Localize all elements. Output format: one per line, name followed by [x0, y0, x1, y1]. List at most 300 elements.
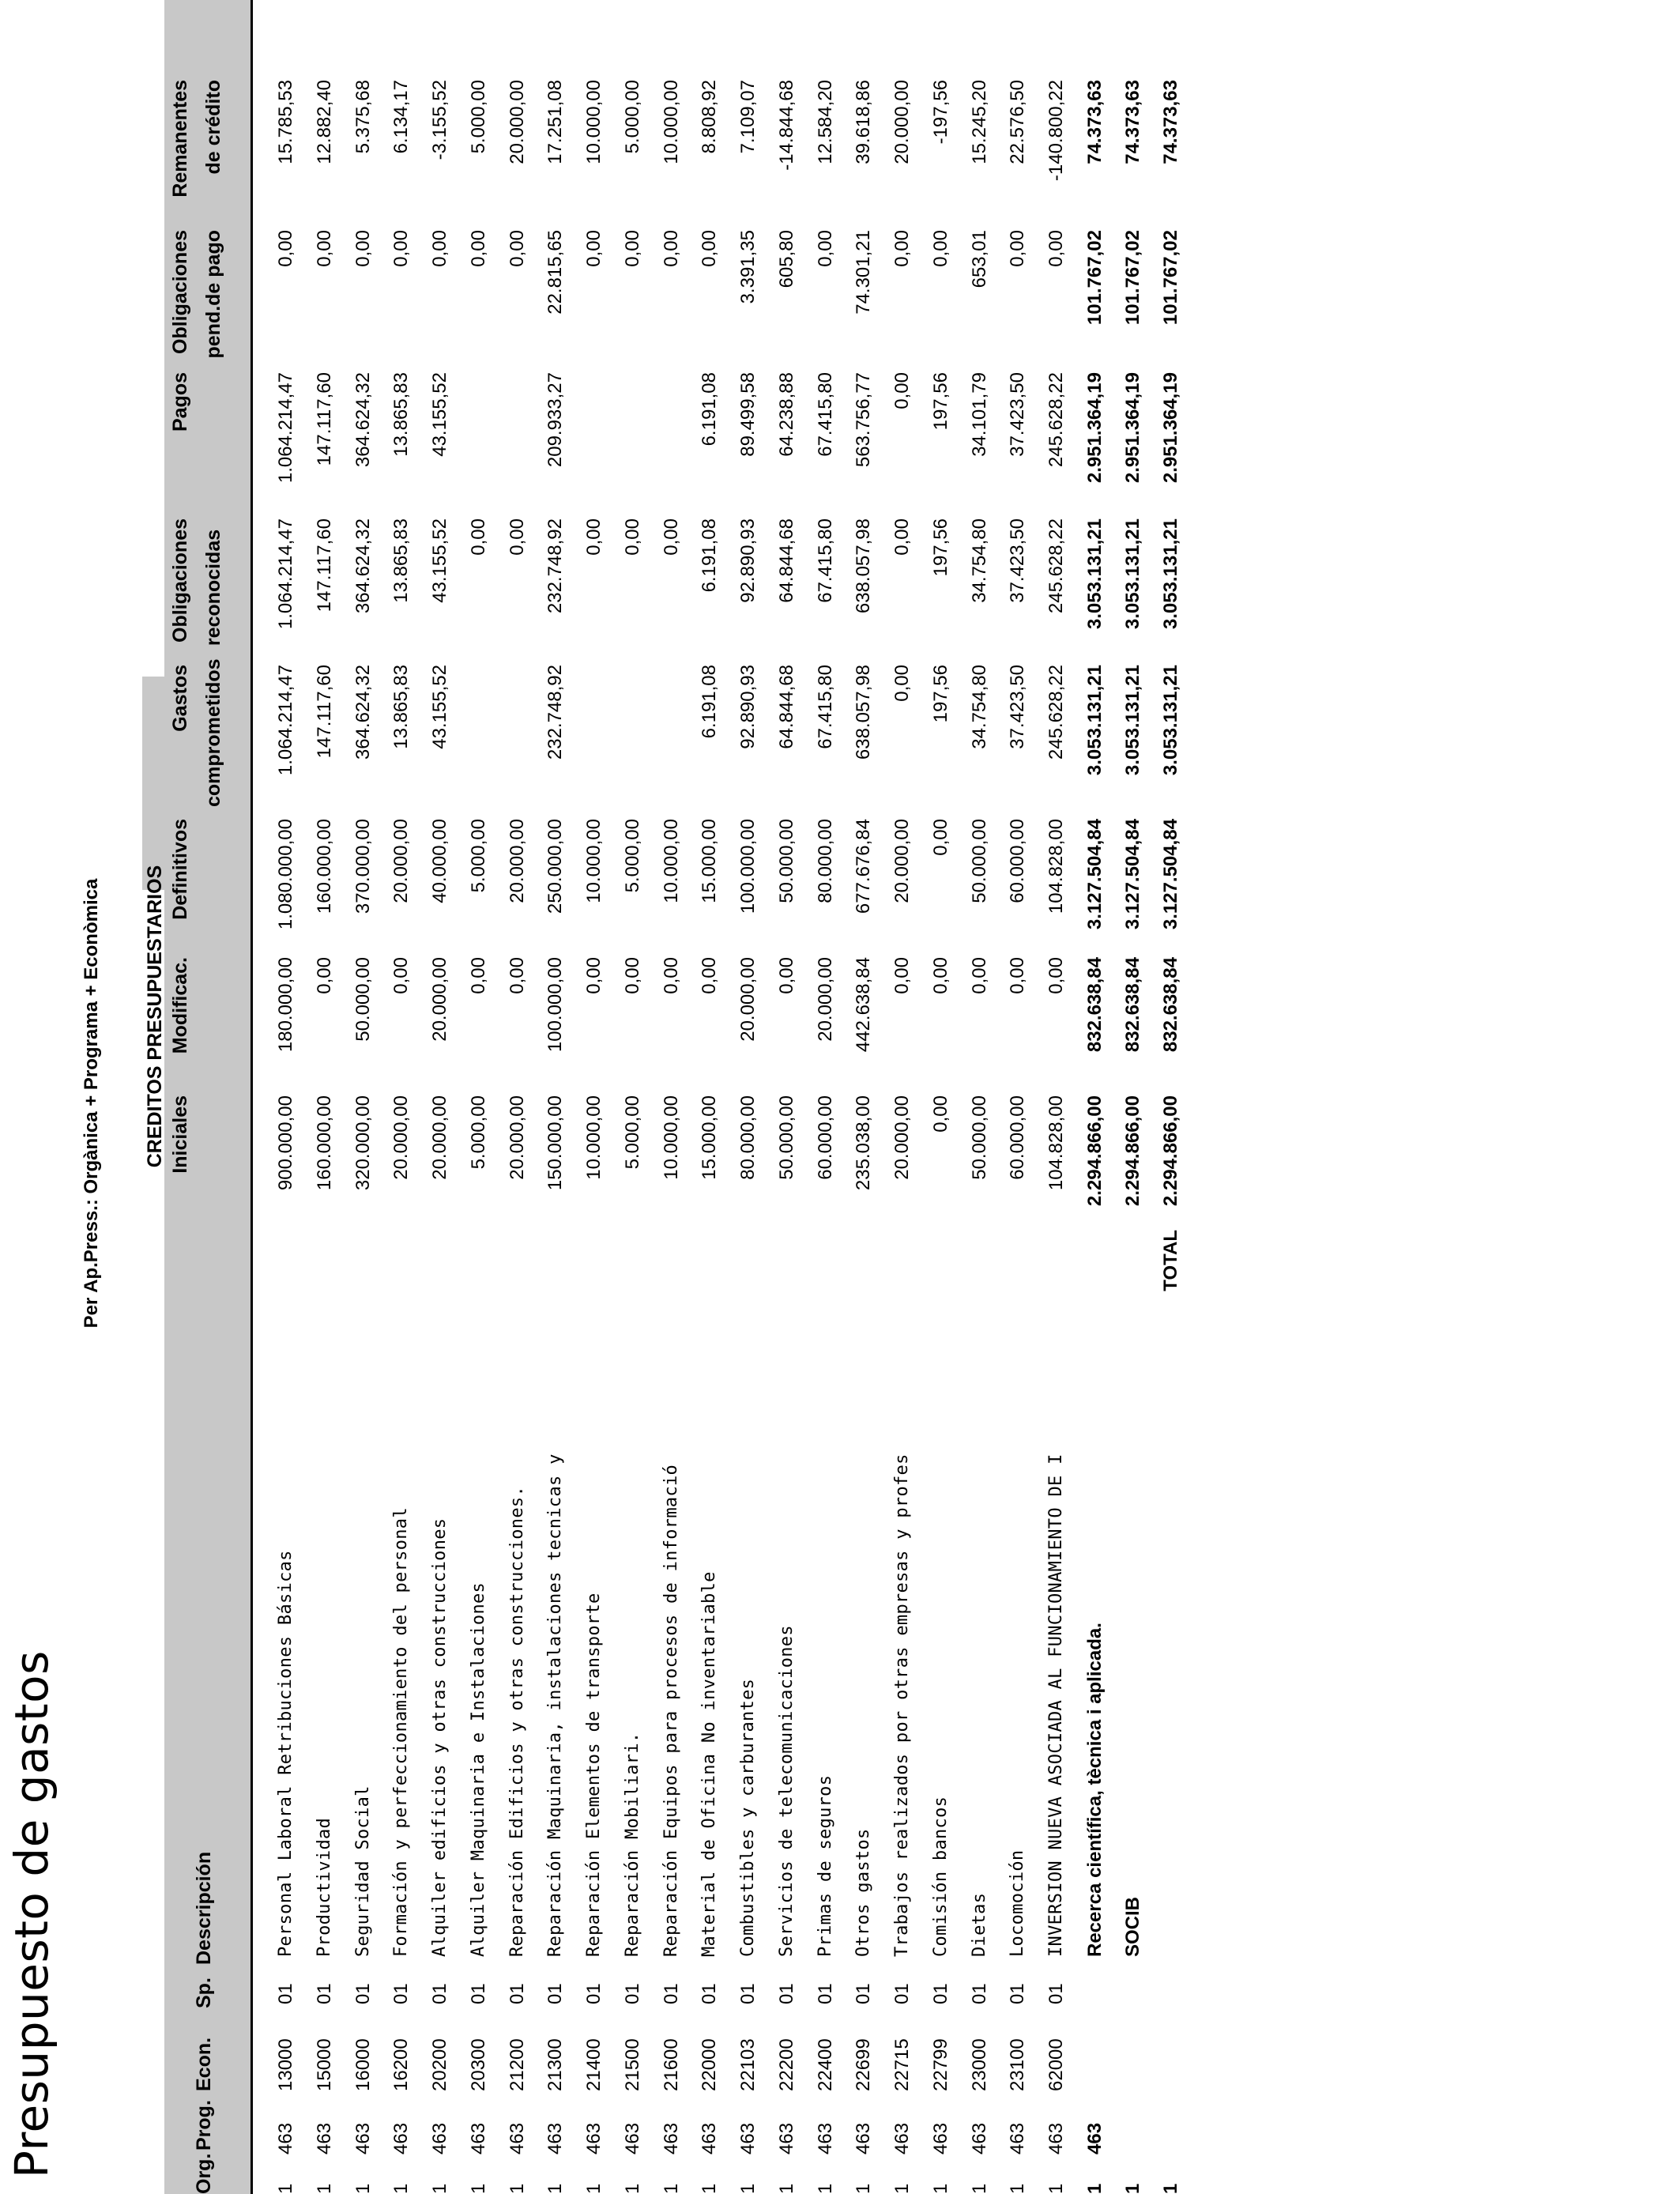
header-rule — [250, 0, 253, 2194]
cell-mod: 0,00 — [775, 957, 797, 994]
cell-pag: 245.628,22 — [1045, 372, 1067, 468]
table-row — [922, 0, 960, 2194]
total-row — [1152, 0, 1190, 2194]
cell-org: 1 — [929, 2183, 951, 2194]
cell-rem: 5.000,00 — [467, 80, 489, 154]
table-row — [421, 0, 459, 2194]
cell-opp: 0,00 — [814, 230, 836, 267]
cell-prog: 463 — [390, 2122, 412, 2154]
cell-prog: 463 — [313, 2122, 335, 2154]
cell-def: 10.000,00 — [583, 819, 605, 903]
cell-mod: 0,00 — [660, 957, 682, 994]
cell-econ: 21200 — [506, 2038, 528, 2091]
subtotal-org: 1 — [1084, 2183, 1106, 2194]
cell-ini: 235.038,00 — [853, 1095, 875, 1191]
cell-gas: 64.844,68 — [775, 665, 797, 749]
cell-sp: 01 — [1045, 1983, 1067, 2004]
cell-def: 104.828,00 — [1045, 819, 1067, 914]
table-row — [729, 0, 767, 2194]
cell-econ: 23100 — [1007, 2038, 1029, 2091]
cell-obr: 0,00 — [467, 518, 489, 556]
cell-rem: 15.785,53 — [275, 80, 296, 164]
subtotal-definitivos: 3.127.504,84 — [1084, 819, 1106, 930]
cell-opp: 605,80 — [775, 230, 797, 288]
header-prog: Prog. — [193, 2100, 215, 2151]
table-row — [382, 0, 420, 2194]
cell-obr: 245.628,22 — [1045, 518, 1067, 614]
header-iniciales: Iniciales — [169, 1095, 191, 1174]
cell-opp: 3.391,35 — [737, 230, 759, 304]
cell-org: 1 — [1045, 2183, 1067, 2194]
cell-desc: Formación y perfeccionamiento del personal — [391, 1507, 412, 1957]
cell-econ: 21400 — [583, 2038, 605, 2091]
cell-prog: 463 — [467, 2122, 489, 2154]
cell-gas: 638.057,98 — [853, 665, 875, 760]
cell-gas: 34.754,80 — [968, 665, 990, 749]
cell-ini: 15.000,00 — [699, 1095, 721, 1180]
cell-prog: 463 — [891, 2122, 913, 2154]
cell-econ: 22715 — [891, 2038, 913, 2091]
cell-opp: 22.815,65 — [544, 230, 567, 315]
cell-gas: 37.423,50 — [1007, 665, 1029, 749]
table-row — [807, 0, 845, 2194]
cell-org: 1 — [814, 2183, 836, 2194]
cell-rem: 7.109,07 — [737, 80, 759, 154]
cell-econ: 15000 — [313, 2038, 335, 2091]
header-remanentes: Remanentes — [169, 80, 191, 198]
cell-rem: 12.882,40 — [313, 80, 335, 164]
cell-org: 1 — [275, 2183, 296, 2194]
page-title: Presupuesto de gastos — [5, 1650, 58, 2178]
cell-pag: 6.191,08 — [699, 372, 721, 447]
cell-rem: 20.000,00 — [506, 80, 528, 164]
cell-rem: -3.155,52 — [429, 80, 450, 160]
header-sp: Sp. — [193, 1977, 215, 2008]
cell-gas: 245.628,22 — [1045, 665, 1067, 760]
org-subtotal-gastos: 3.053.131,21 — [1122, 665, 1143, 776]
cell-obr: 92.890,93 — [737, 518, 759, 603]
cell-mod: 0,00 — [968, 957, 990, 994]
org-subtotal-pagos: 2.951.364,19 — [1122, 372, 1143, 484]
cell-prog: 463 — [544, 2122, 567, 2154]
org-subtotal-remanentes: 74.373,63 — [1122, 80, 1143, 164]
cell-mod: 0,00 — [467, 957, 489, 994]
cell-econ: 20300 — [467, 2038, 489, 2091]
cell-mod: 0,00 — [621, 957, 643, 994]
cell-prog: 463 — [775, 2122, 797, 2154]
cell-ini: 80.000,00 — [737, 1095, 759, 1180]
cell-desc: Servicios de telecomunicaciones — [776, 1625, 797, 1957]
cell-mod: 0,00 — [1007, 957, 1029, 994]
table-row — [575, 0, 613, 2194]
cell-mod: 0,00 — [929, 957, 951, 994]
cell-org: 1 — [467, 2183, 489, 2194]
cell-desc: Material de Oficina No inventariable — [699, 1571, 720, 1957]
cell-sp: 01 — [506, 1983, 528, 2004]
cell-obr: 197,56 — [929, 518, 951, 577]
cell-sp: 01 — [275, 1983, 296, 2004]
cell-desc: Reparación Maquinaria, instalaciones tecnicas y — [545, 1453, 566, 1957]
cell-def: 20.000,00 — [506, 819, 528, 903]
cell-sp: 01 — [390, 1983, 412, 2004]
cell-desc: Productividad — [314, 1817, 334, 1957]
cell-sp: 01 — [660, 1983, 682, 2004]
table-row — [537, 0, 574, 2194]
cell-sp: 01 — [467, 1983, 489, 2004]
cell-obr: 0,00 — [506, 518, 528, 556]
cell-mod: 0,00 — [390, 957, 412, 994]
cell-pag: 0,00 — [891, 372, 913, 409]
total-definitivos: 3.127.504,84 — [1160, 819, 1181, 930]
cell-def: 677.676,84 — [853, 819, 875, 914]
header-reconocidas: reconocidas — [202, 529, 224, 647]
cell-desc: Trabajos realizados por otras empresas y profes — [892, 1453, 912, 1957]
cell-obr: 13.865,83 — [390, 518, 412, 603]
cell-mod: 50.000,00 — [352, 957, 374, 1042]
cell-desc: Primas de seguros — [815, 1774, 835, 1957]
cell-desc: Reparación Edificios y otras construcciones. — [507, 1486, 527, 1957]
cell-mod: 0,00 — [891, 957, 913, 994]
cell-pag: 64.238,88 — [775, 372, 797, 457]
cell-prog: 463 — [968, 2122, 990, 2154]
cell-obr: 147.117,60 — [313, 518, 335, 613]
cell-def: 370.000,00 — [352, 819, 374, 914]
header-descripcion: Descripción — [193, 1851, 215, 1965]
cell-econ: 16000 — [352, 2038, 374, 2091]
cell-desc: Locomoción — [1008, 1849, 1028, 1957]
cell-obr: 0,00 — [583, 518, 605, 556]
table-row — [691, 0, 729, 2194]
cell-econ: 62000 — [1045, 2038, 1067, 2091]
cell-prog: 463 — [621, 2122, 643, 2154]
cell-gas: 6.191,08 — [699, 665, 721, 739]
cell-prog: 463 — [506, 2122, 528, 2154]
cell-def: 15.000,00 — [699, 819, 721, 903]
cell-gas: 1.064.214,47 — [275, 665, 296, 776]
cell-sp: 01 — [814, 1983, 836, 2004]
cell-def: 50.000,00 — [968, 819, 990, 903]
cell-pag — [614, 372, 652, 511]
cell-pag: 37.423,50 — [1007, 372, 1029, 457]
cell-prog: 463 — [1045, 2122, 1067, 2154]
cell-def: 160.000,00 — [313, 819, 335, 914]
cell-def: 5.000,00 — [621, 819, 643, 893]
cell-ini: 150.000,00 — [544, 1095, 567, 1191]
cell-desc: Reparación Mobiliari. — [622, 1732, 642, 1957]
total-obligaciones: 3.053.131,21 — [1160, 518, 1181, 630]
cell-org: 1 — [506, 2183, 528, 2194]
header-obligaciones-pendientes: Obligaciones — [169, 230, 191, 354]
total-org: 1 — [1160, 2183, 1181, 2194]
cell-pag — [575, 372, 613, 511]
cell-pag — [499, 372, 537, 511]
cell-prog: 463 — [275, 2122, 296, 2154]
header-pend-de-pago: pend.de pago — [202, 230, 224, 359]
cell-mod: 20.000,00 — [814, 957, 836, 1042]
cell-sp: 01 — [737, 1983, 759, 2004]
cell-gas: 92.890,93 — [737, 665, 759, 749]
cell-mod: 20.000,00 — [429, 957, 450, 1042]
cell-pag — [460, 372, 498, 511]
cell-pag — [653, 372, 691, 511]
cell-prog: 463 — [583, 2122, 605, 2154]
cell-sp: 01 — [699, 1983, 721, 2004]
cell-def: 20.000,00 — [891, 819, 913, 903]
cell-opp: 0,00 — [429, 230, 450, 267]
header-obligaciones-reconocidas: Obligaciones — [169, 518, 191, 643]
cell-econ: 22400 — [814, 2038, 836, 2091]
cell-econ: 22799 — [929, 2038, 951, 2091]
cell-def: 5.000,00 — [467, 819, 489, 893]
cell-org: 1 — [1007, 2183, 1029, 2194]
org-subtotal-iniciales: 2.294.866,00 — [1122, 1095, 1143, 1207]
cell-sp: 01 — [583, 1983, 605, 2004]
total-gastos: 3.053.131,21 — [1160, 665, 1181, 776]
subtotal-obligaciones: 3.053.131,21 — [1084, 518, 1106, 630]
cell-desc: Alquiler Maquinaria e Instalaciones — [468, 1581, 488, 1957]
subtotal-row-organization — [1114, 0, 1152, 2194]
cell-org: 1 — [699, 2183, 721, 2194]
org-subtotal-description: SOCIB — [1122, 1896, 1143, 1957]
cell-ini: 10.000,00 — [660, 1095, 682, 1180]
table-row — [267, 0, 305, 2194]
cell-mod: 442.638,84 — [853, 957, 875, 1053]
cell-desc: Dietas — [969, 1892, 989, 1957]
cell-org: 1 — [660, 2183, 682, 2194]
cell-ini: 50.000,00 — [775, 1095, 797, 1180]
cell-obr: 0,00 — [621, 518, 643, 556]
cell-ini: 20.000,00 — [891, 1095, 913, 1180]
cell-mod: 100.000,00 — [544, 957, 567, 1053]
cell-opp: 0,00 — [891, 230, 913, 267]
cell-pag: 67.415,80 — [814, 372, 836, 457]
cell-opp: 0,00 — [621, 230, 643, 267]
cell-sp: 01 — [352, 1983, 374, 2004]
cell-opp: 0,00 — [506, 230, 528, 267]
cell-obr: 0,00 — [891, 518, 913, 556]
cell-obr: 34.754,80 — [968, 518, 990, 603]
cell-opp: 0,00 — [1007, 230, 1029, 267]
cell-pag: 147.117,60 — [313, 372, 335, 466]
cell-rem: 20.000,00 — [891, 80, 913, 164]
cell-ini: 60.000,00 — [1007, 1095, 1029, 1180]
cell-obr: 364.624,32 — [352, 518, 374, 614]
org-subtotal-modificaciones: 832.638,84 — [1122, 957, 1143, 1053]
cell-pag: 13.865,83 — [390, 372, 412, 457]
cell-prog: 463 — [699, 2122, 721, 2154]
cell-obr: 638.057,98 — [853, 518, 875, 614]
total-remanentes: 74.373,63 — [1160, 80, 1181, 164]
cell-def: 1.080.000,00 — [275, 819, 296, 930]
cell-desc: Comisión bancos — [930, 1796, 951, 1957]
cell-def: 80.000,00 — [814, 819, 836, 903]
cell-ini: 60.000,00 — [814, 1095, 836, 1180]
cell-def: 40.000,00 — [429, 819, 450, 903]
cell-gas: 364.624,32 — [352, 665, 374, 760]
cell-pag: 364.624,32 — [352, 372, 374, 468]
cell-org: 1 — [775, 2183, 797, 2194]
cell-ini: 5.000,00 — [621, 1095, 643, 1170]
cell-opp: 0,00 — [313, 230, 335, 267]
cell-def: 60.000,00 — [1007, 819, 1029, 903]
cell-gas: 147.117,60 — [313, 665, 335, 759]
cell-econ: 21500 — [621, 2038, 643, 2091]
cell-obr: 67.415,80 — [814, 518, 836, 603]
cell-obr: 64.844,68 — [775, 518, 797, 603]
cell-mod: 0,00 — [583, 957, 605, 994]
cell-rem: 12.584,20 — [814, 80, 836, 164]
header-de-credito: de crédito — [202, 80, 224, 175]
cell-ini: 5.000,00 — [467, 1095, 489, 1170]
cell-prog: 463 — [929, 2122, 951, 2154]
cell-sp: 01 — [775, 1983, 797, 2004]
cell-desc: Seguridad Social — [352, 1785, 373, 1957]
cell-rem: -140.800,22 — [1045, 80, 1067, 182]
subtotal-pagos: 2.951.364,19 — [1084, 372, 1106, 484]
table-row — [845, 0, 883, 2194]
subtotal-iniciales: 2.294.866,00 — [1084, 1095, 1106, 1207]
cell-opp: 0,00 — [1045, 230, 1067, 267]
table-row — [499, 0, 537, 2194]
cell-sp: 01 — [929, 1983, 951, 2004]
total-iniciales: 2.294.866,00 — [1160, 1095, 1181, 1207]
cell-def: 20.000,00 — [390, 819, 412, 903]
cell-econ: 20200 — [429, 2038, 450, 2091]
cell-gas — [575, 665, 613, 807]
header-comprometidos: comprometidos — [202, 658, 224, 807]
subtotal-prog: 463 — [1084, 2122, 1106, 2154]
cell-ini: 104.828,00 — [1045, 1095, 1067, 1191]
cell-econ: 22103 — [737, 2038, 759, 2091]
cell-econ: 23000 — [968, 2038, 990, 2091]
org-subtotal-definitivos: 3.127.504,84 — [1122, 819, 1143, 930]
cell-ini: 20.000,00 — [429, 1095, 450, 1180]
table-row — [768, 0, 806, 2194]
header-definitivos: Definitivos — [169, 819, 191, 920]
cell-sp: 01 — [621, 1983, 643, 2004]
table-row — [460, 0, 498, 2194]
cell-gas: 0,00 — [891, 665, 913, 702]
cell-prog: 463 — [1007, 2122, 1029, 2154]
cell-org: 1 — [853, 2183, 875, 2194]
cell-opp: 0,00 — [699, 230, 721, 267]
cell-desc: INVERSION NUEVA ASOCIADA AL FUNCIONAMIENTO DE I — [1046, 1453, 1066, 1957]
cell-obr: 37.423,50 — [1007, 518, 1029, 603]
header-org: Org. — [193, 2153, 215, 2194]
cell-econ: 16200 — [390, 2038, 412, 2091]
cell-org: 1 — [429, 2183, 450, 2194]
cell-prog: 463 — [853, 2122, 875, 2154]
cell-mod: 0,00 — [506, 957, 528, 994]
cell-sp: 01 — [968, 1983, 990, 2004]
cell-obr: 232.748,92 — [544, 518, 567, 614]
cell-gas — [614, 665, 652, 807]
cell-ini: 320.000,00 — [352, 1095, 374, 1191]
header-creditos-presupuestarios: CREDITOS PRESUPUESTARIOS — [144, 865, 166, 1168]
cell-econ: 22200 — [775, 2038, 797, 2091]
cell-org: 1 — [891, 2183, 913, 2194]
cell-opp: 0,00 — [467, 230, 489, 267]
cell-opp: 0,00 — [275, 230, 296, 267]
cell-ini: 900.000,00 — [275, 1095, 296, 1191]
cell-opp: 74.301,21 — [853, 230, 875, 315]
cell-prog: 463 — [352, 2122, 374, 2154]
cell-opp: 0,00 — [352, 230, 374, 267]
cell-sp: 01 — [429, 1983, 450, 2004]
total-pagos: 2.951.364,19 — [1160, 372, 1181, 484]
cell-opp: 0,00 — [583, 230, 605, 267]
cell-pag: 197,56 — [929, 372, 951, 431]
cell-econ: 13000 — [275, 2038, 296, 2091]
cell-rem: 39.618,86 — [853, 80, 875, 164]
table-row — [883, 0, 921, 2194]
cell-rem: 6.134,17 — [390, 80, 412, 154]
cell-desc: Alquiler edificios y otras construcciones — [430, 1517, 450, 1957]
cell-org: 1 — [621, 2183, 643, 2194]
cell-org: 1 — [968, 2183, 990, 2194]
total-modificaciones: 832.638,84 — [1160, 957, 1181, 1053]
cell-desc: Reparación Elementos de transporte — [584, 1593, 604, 1957]
cell-prog: 463 — [429, 2122, 450, 2154]
subtotal-pendientes: 101.767,02 — [1084, 230, 1106, 326]
cell-pag: 563.756,77 — [853, 372, 875, 468]
cell-opp: 653,01 — [968, 230, 990, 288]
cell-sp: 01 — [853, 1983, 875, 2004]
cell-econ: 22699 — [853, 2038, 875, 2091]
cell-obr: 43.155,52 — [429, 518, 450, 603]
cell-pag: 209.933,27 — [544, 372, 567, 468]
table-row — [306, 0, 344, 2194]
table-row — [345, 0, 382, 2194]
cell-desc: Reparación Equipos para procesos de informació — [661, 1464, 681, 1957]
cell-org: 1 — [544, 2183, 567, 2194]
cell-rem: -197,56 — [929, 80, 951, 145]
cell-gas — [653, 665, 691, 807]
cell-pag: 89.499,58 — [737, 372, 759, 457]
cell-mod: 0,00 — [313, 957, 335, 994]
cell-sp: 01 — [1007, 1983, 1029, 2004]
subtotal-remanentes: 74.373,63 — [1084, 80, 1106, 164]
subtotal-program-description: Recerca científica, tècnica i aplicada. — [1084, 1623, 1106, 1957]
cell-sp: 01 — [544, 1983, 567, 2004]
header-modificaciones: Modificac. — [169, 957, 191, 1054]
report-subtitle: Per Ap.Press.: Orgànica + Programa + Econòmica — [81, 878, 102, 1329]
cell-desc: Personal Laboral Retribuciones Básicas — [276, 1550, 296, 1957]
cell-def: 100.000,00 — [737, 819, 759, 914]
cell-prog: 463 — [660, 2122, 682, 2154]
table-row — [614, 0, 652, 2194]
cell-econ: 21300 — [544, 2038, 567, 2091]
cell-org: 1 — [737, 2183, 759, 2194]
cell-ini: 50.000,00 — [968, 1095, 990, 1180]
cell-pag: 43.155,52 — [429, 372, 450, 457]
org-subtotal-org: 1 — [1122, 2183, 1143, 2194]
cell-pag: 34.101,79 — [968, 372, 990, 457]
cell-ini: 10.000,00 — [583, 1095, 605, 1180]
cell-opp: 0,00 — [390, 230, 412, 267]
cell-opp: 0,00 — [929, 230, 951, 267]
cell-org: 1 — [390, 2183, 412, 2194]
table-row — [961, 0, 999, 2194]
cell-gas — [499, 665, 537, 807]
header-econ: Econ. — [193, 2037, 215, 2091]
header-pagos: Pagos — [169, 372, 191, 432]
cell-rem: -14.844,68 — [775, 80, 797, 171]
cell-gas: 13.865,83 — [390, 665, 412, 749]
cell-org: 1 — [352, 2183, 374, 2194]
cell-def: 50.000,00 — [775, 819, 797, 903]
subtotal-row-program — [1076, 0, 1114, 2194]
